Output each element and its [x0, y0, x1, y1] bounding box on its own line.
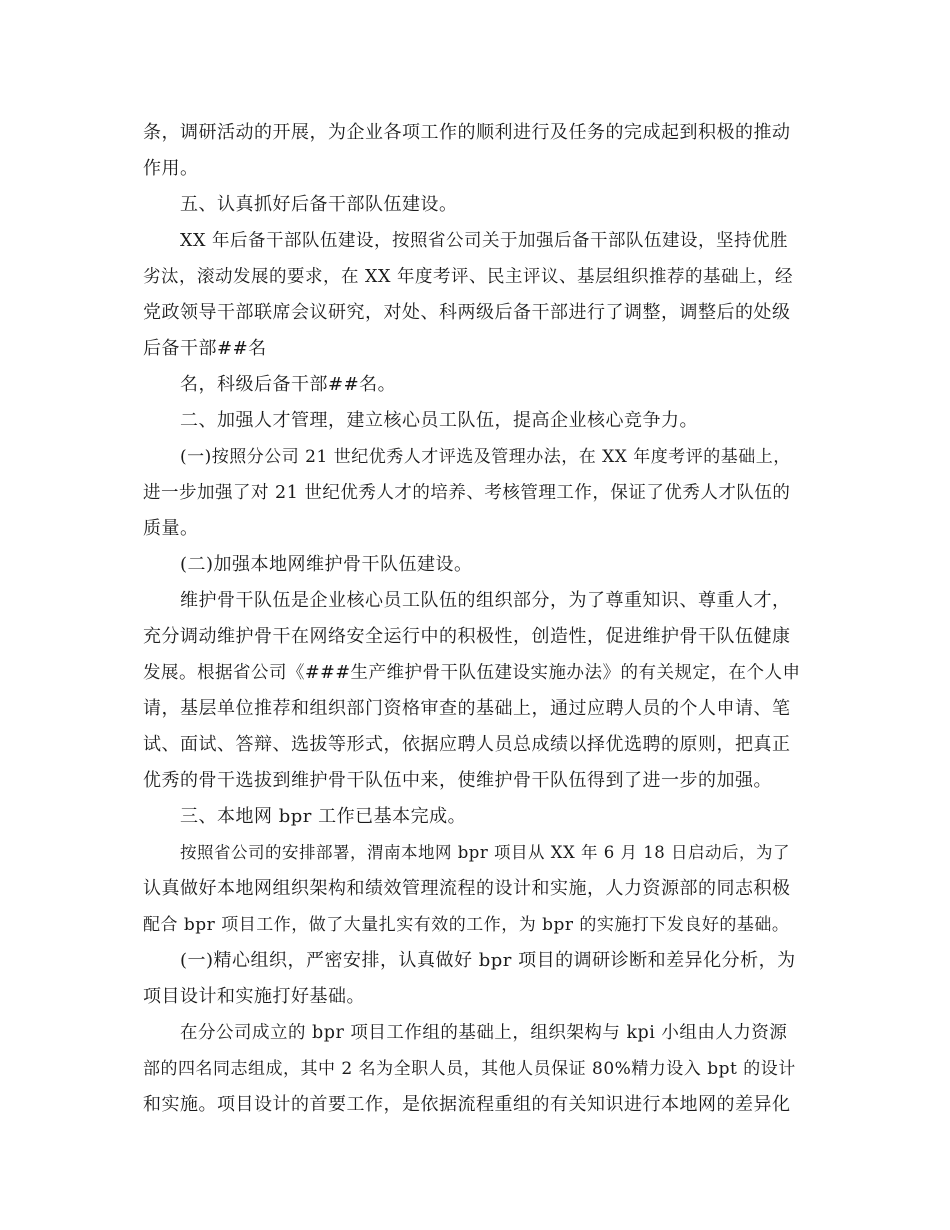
text-line: 后备干部##名: [143, 338, 267, 359]
text-line: 二、加强人才管理，建立核心员工队伍，提高企业核心竞争力。: [180, 410, 698, 431]
text-line: 配合 bpr 项目工作，做了大量扎实有效的工作，为 bpr 的实施打下发良好的基础。: [143, 915, 790, 935]
text-line: (一)精心组织，严密安排，认真做好 bpr 项目的调研诊断和差异化分析，为: [180, 950, 796, 971]
text-line: 在分公司成立的 bpr 项目工作组的基础上，组织架构与 kpi 小组由人力资源: [180, 1023, 788, 1043]
text-line: 条，调研活动的开展，为企业各项工作的顺利进行及任务的完成起到积极的推动: [143, 122, 791, 143]
text-line: 名，科级后备干部##名。: [180, 374, 397, 395]
text-line: 充分调动维护骨干在网络安全运行中的积极性，创造性，促进维护骨干队伍健康: [143, 626, 791, 647]
text-line: 五、认真抓好后备干部队伍建设。: [180, 194, 458, 215]
text-line: 请，基层单位推荐和组织部门资格审查的基础上，通过应聘人员的个人申请、笔: [143, 698, 791, 719]
document-body: [143, 115, 803, 1123]
text-line: (一)按照分公司 21 世纪优秀人才评选及管理办法，在 XX 年度考评的基础上，: [180, 447, 791, 467]
text-line: 和实施。项目设计的首要工作，是依据流程重组的有关知识进行本地网的差异化: [143, 1094, 791, 1115]
text-line: 进一步加强了对 21 世纪优秀人才的培养、考核管理工作，保证了优秀人才队伍的: [143, 483, 791, 503]
text-line: 认真做好本地网组织架构和绩效管理流程的设计和实施，人力资源部的同志积极: [143, 878, 791, 899]
text-line: 优秀的骨干选拔到维护骨干队伍中来，使维护骨干队伍得到了进一步的加强。: [143, 770, 772, 791]
text-line: 维护骨干队伍是企业核心员工队伍的组织部分，为了尊重知识、尊重人才，: [180, 590, 791, 611]
text-line: XX 年后备干部队伍建设，按照省公司关于加强后备干部队伍建设，坚持优胜: [180, 231, 788, 251]
text-line: 三、本地网 bpr 工作已基本完成。: [180, 806, 467, 827]
text-line: 党政领导干部联席会议研究，对处、科两级后备干部进行了调整，调整后的处级: [143, 302, 791, 323]
text-line: 质量。: [143, 518, 199, 539]
text-line: 项目设计和实施打好基础。: [143, 986, 365, 1007]
text-line: 发展。根据省公司《###生产维护骨干队伍建设实施办法》的有关规定，在个人申: [143, 663, 801, 683]
text-line: (二)加强本地网维护骨干队伍建设。: [180, 554, 473, 575]
text-line: 试、面试、答辩、选拔等形式，依据应聘人员总成绩以择优选聘的原则，把真正: [143, 734, 791, 755]
text-line: 按照省公司的安排部署，渭南本地网 bpr 项目从 XX 年 6 月 18 日启动后，为了: [180, 843, 790, 862]
text-line: 作用。: [143, 158, 199, 179]
text-line: 部的四名同志组成，其中 2 名为全职人员，其他人员保证 80%精力设入 bpt 的设计: [143, 1059, 796, 1079]
text-line: 劣汰，滚动发展的要求，在 XX 年度考评、民主评议、基层组织推荐的基础上，经: [143, 267, 794, 287]
